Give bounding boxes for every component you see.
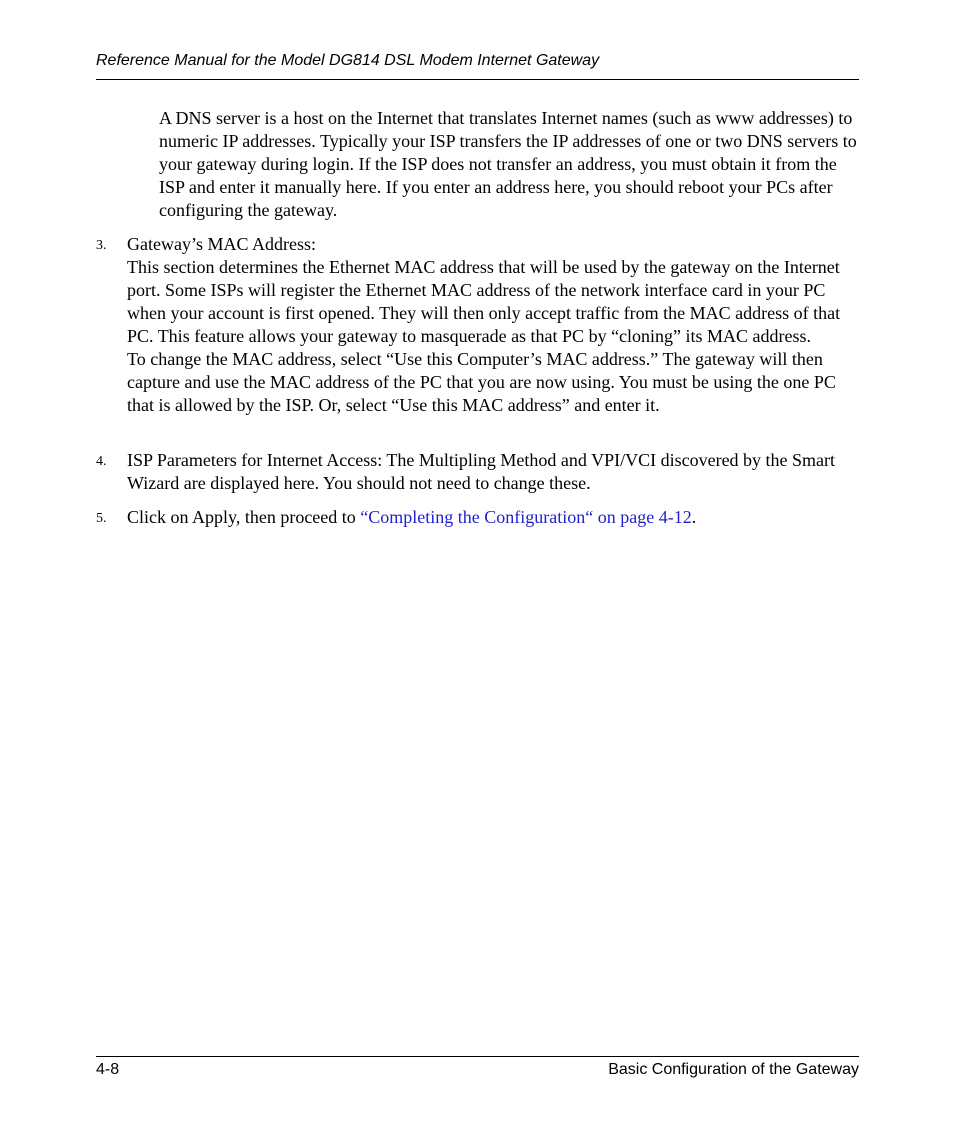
completing-configuration-link[interactable]: “Completing the Configuration“ on page 4-12: [360, 507, 692, 527]
header-divider: [96, 79, 859, 80]
page-number: 4-8: [96, 1061, 120, 1078]
mac-address-change-paragraph: To change the MAC address, select “Use this Computer’s MAC address.” The gateway will then capture and use the MAC address of the PC that you are now using. You must be using the one PC that is allowed by the ISP. Or, select “Use this MAC address” and enter it.: [127, 349, 836, 415]
apply-text-before-link: Click on Apply, then proceed to: [127, 507, 361, 527]
list-item-isp-parameters: [96, 449, 859, 497]
list-item-body: [127, 506, 859, 529]
running-header: Reference Manual for the Model DG814 DSL Modem Internet Gateway: [96, 52, 600, 69]
list-item-apply: [96, 506, 859, 530]
list-item-number: 5.: [96, 511, 107, 526]
footer-divider: [96, 1056, 859, 1057]
list-item-number: 4.: [96, 454, 107, 469]
isp-parameters-text: ISP Parameters for Internet Access: The Multipling Method and VPI/VCI discovered by the Smart Wizard are displayed here. You should not need to change these.: [127, 450, 836, 493]
apply-text: [127, 506, 859, 529]
dns-server-paragraph: A DNS server is a host on the Internet that translates Internet names (such as www addresses) to numeric IP addresses. Typically your ISP transfers the IP addresses of one or two DNS servers to your gateway during login. If the ISP does not transfer an address, you must obtain it from the ISP and enter it manually here. If you enter an address here, you should reboot your PCs after configuring the gateway.: [159, 108, 857, 220]
mac-address-paragraph: This section determines the Ethernet MAC address that will be used by the gateway on the Internet port. Some ISPs will register the Ethernet MAC address of the network interface card in your PC when your account is first opened. They will then only accept traffic from the MAC address of that PC. This feature allows your gateway to masquerade as that PC by “cloning” its MAC address.: [127, 257, 841, 346]
list-item-number: 3.: [96, 238, 107, 253]
list-item-mac-address: [96, 233, 859, 443]
apply-text-after-link: .: [691, 507, 697, 527]
mac-address-heading: Gateway’s MAC Address:: [127, 234, 316, 254]
footer-section-title: Basic Configuration of the Gateway: [608, 1061, 859, 1078]
list-item-body: [127, 449, 859, 495]
list-item-body: [127, 233, 859, 417]
